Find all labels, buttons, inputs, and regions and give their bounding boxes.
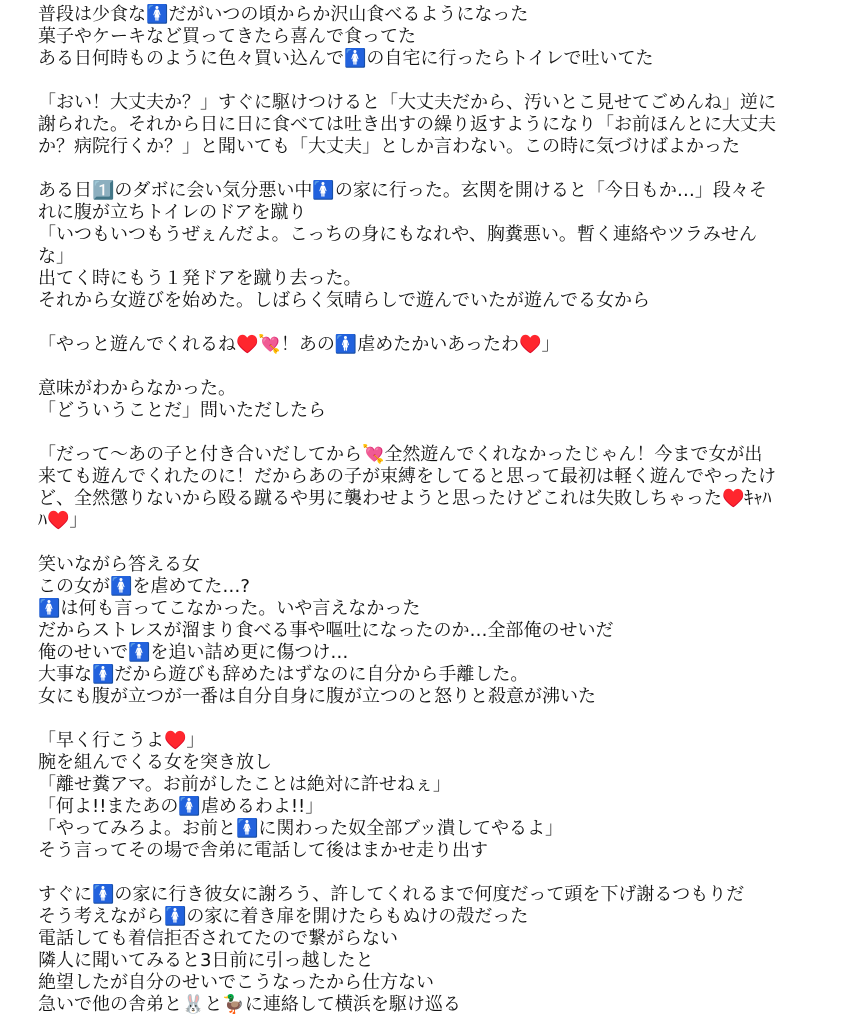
text-line: すぐに🚺の家に行き彼女に謝ろう、許してくれるまで何度だって頭を下げ謝るつもりだ	[38, 884, 745, 905]
text-line: 腕を組んでくる女を突き放し	[38, 752, 272, 773]
text-line: ﾊ♥️」	[38, 510, 88, 531]
text-line: だからストレスが溜まり食べる事や嘔吐になったのか…全部俺のせいだ	[38, 620, 614, 641]
paragraph-spacer	[38, 532, 838, 554]
text-line: そう考えながら🚺の家に着き扉を開けたらもぬけの殻だった	[38, 906, 529, 927]
text-line: 菓子やケーキなど買ってきたら喜んで食ってた	[38, 26, 416, 47]
paragraph-spacer	[38, 708, 838, 730]
paragraph-spacer	[38, 356, 838, 378]
text-line: 電話しても着信拒否されてたので繋がらない	[38, 928, 398, 949]
text-line: 大事な🚺だから遊びも辞めたはずなのに自分から手離した。	[38, 664, 529, 685]
text-line: 急いで他の舎弟と🐰と🦆に連絡して横浜を駆け巡る	[38, 994, 461, 1015]
paragraph	[38, 554, 838, 708]
text-line: ある日何時ものように色々買い込んで🚺の自宅に行ったらトイレで吐いてた	[38, 48, 654, 69]
text-line: 隣人に聞いてみると3日前に引っ越したと	[38, 950, 374, 971]
paragraph	[38, 180, 838, 312]
text-line: 「やってみろよ。お前と🚺に関わった奴全部ブッ潰してやるよ」	[38, 818, 563, 839]
paragraph-spacer	[38, 312, 838, 334]
text-line: 「やっと遊んでくれるね♥️💘！あの🚺虐めたかいあったわ♥️」	[38, 334, 560, 355]
text-line: 謝られた。それから日に日に食べては吐き出すの繰り返すようになり「お前ほんとに大丈夫	[38, 114, 776, 135]
paragraph-spacer	[38, 158, 838, 180]
text-line: 普段は少食な🚺だがいつの頃からか沢山食べるようになった	[38, 4, 529, 25]
text-line: 意味がわからなかった。	[38, 378, 236, 399]
text-line: 「どういうことだ」問いただしたら	[38, 400, 326, 421]
paragraph	[38, 334, 838, 356]
paragraph	[38, 4, 838, 70]
text-line: 女にも腹が立つが一番は自分自身に腹が立つのと怒りと殺意が沸いた	[38, 686, 596, 707]
text-line: 「おい！大丈夫か？」すぐに駆けつけると「大丈夫だから、汚いとこ見せてごめんね」逆に	[38, 92, 776, 113]
text-line: 「早く行こうよ♥️」	[38, 730, 205, 751]
text-line: それから女遊びを始めた。しばらく気晴らしで遊んでいたが遊んでる女から	[38, 290, 650, 311]
text-line: 出てく時にもう１発ドアを蹴り去った。	[38, 268, 362, 289]
paragraph	[38, 378, 838, 422]
story-text-body	[38, 4, 838, 1016]
text-line: 来ても遊んでくれたのに！だからあの子が束縛をしてると思って最初は軽く遊んでやったけ	[38, 466, 776, 487]
text-line: 🚺は何も言ってこなかった。いや言えなかった	[38, 598, 421, 619]
paragraph	[38, 884, 838, 1016]
paragraph-spacer	[38, 862, 838, 884]
paragraph	[38, 92, 838, 158]
paragraph	[38, 444, 838, 532]
text-line: 俺のせいで🚺を追い詰め更に傷つけ…	[38, 642, 349, 663]
paragraph-spacer	[38, 422, 838, 444]
text-line: 「だって〜あの子と付き合いだしてから💘全然遊んでくれなかったじゃん！今まで女が出	[38, 444, 763, 465]
text-line: ある日1️⃣のダボに会い気分悪い中🚺の家に行った。玄関を開けると「今日もか…」段々そ	[38, 180, 767, 201]
text-line: か？病院行くか？」と聞いても「大丈夫」としか言わない。この時に気づけばよかった	[38, 136, 740, 157]
text-line: 「離せ糞アマ。お前がしたことは絶対に許せねぇ」	[38, 774, 451, 795]
text-line: 「いつもいつもうぜぇんだよ。こっちの身にもなれや、胸糞悪い。暫く連絡やツラみせん	[38, 224, 757, 245]
text-line: 「何よ!!またあの🚺虐めるわよ!!」	[38, 796, 324, 817]
text-line: この女が🚺を虐めてた…?	[38, 576, 250, 597]
text-line: 絶望したが自分のせいでこうなったから仕方ない	[38, 972, 434, 993]
text-line: そう言ってその場で舎弟に電話して後はまかせ走り出す	[38, 840, 488, 861]
text-line: 笑いながら答える女	[38, 554, 200, 575]
text-line: な」	[38, 246, 74, 267]
paragraph-spacer	[38, 70, 838, 92]
text-line: れに腹が立ちトイレのドアを蹴り	[38, 202, 307, 223]
text-line: ど、全然懲りないから殴る蹴るや男に襲わせようと思ったけどこれは失敗しちゃった♥️ｷｬﾊ	[38, 488, 772, 509]
paragraph	[38, 730, 838, 862]
